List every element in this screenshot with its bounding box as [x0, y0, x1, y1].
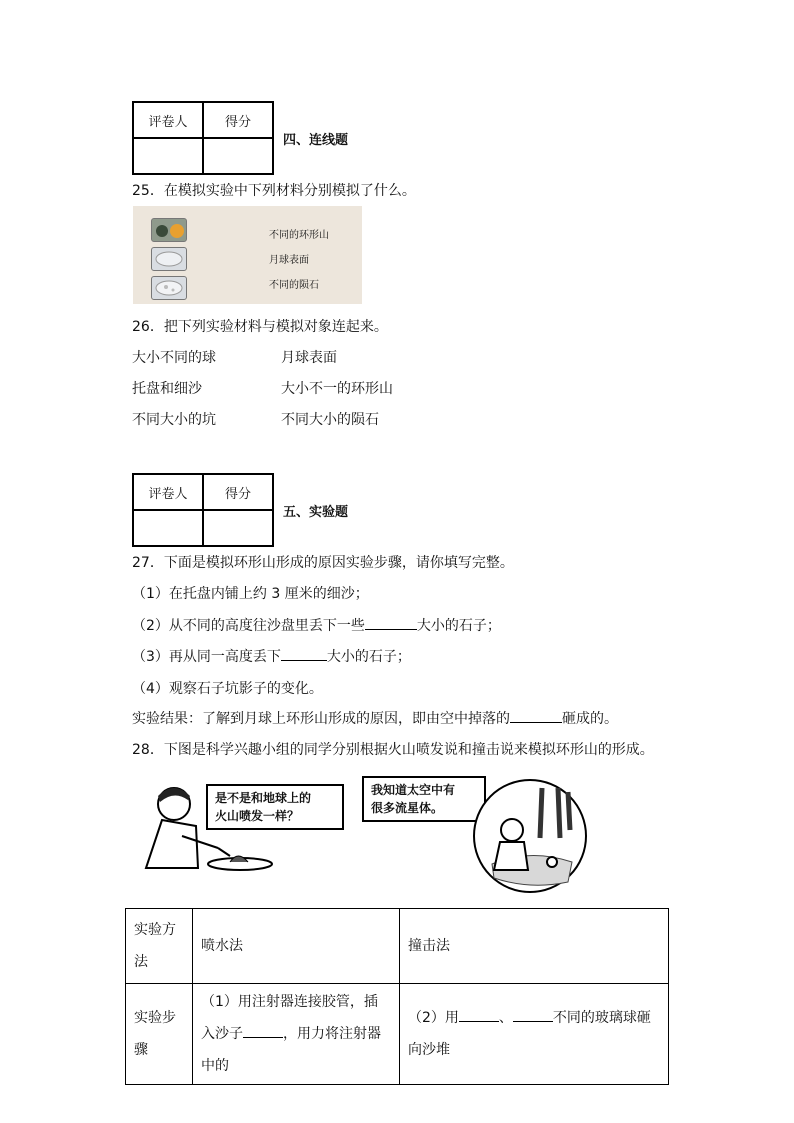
section4-title: 四、连线题	[283, 133, 349, 148]
step3-text-end: 大小的石子；	[326, 649, 411, 665]
image-label-2: 月球表面	[269, 255, 309, 266]
image-label-3: 不同的陨石	[269, 280, 319, 291]
spray-text: （1）用注射器连接胶管，插入沙子	[201, 994, 378, 1042]
bubble-right-line1: 我知道太空中有	[371, 783, 456, 797]
q27-text: 27．下面是模拟环形山形成的原因实验步骤，请你填写完整。	[132, 555, 514, 571]
q28-text: 28．下图是科学兴趣小组的同学分别根据火山喷发说和撞击说来模拟环形山的形成。	[132, 742, 654, 758]
image-label-1: 不同的环形山	[269, 230, 329, 241]
q26-text: 26．把下列实验材料与模拟对象连起来。	[132, 319, 388, 335]
spray-blank[interactable]	[243, 1023, 283, 1038]
section5-title: 五、实验题	[283, 505, 349, 520]
reviewer-input-cell[interactable]	[133, 510, 203, 546]
q27-result	[132, 708, 618, 728]
q27-step4: （4）观察石子坑影子的变化。	[132, 681, 323, 697]
meteor-experiment-illustration	[472, 778, 588, 894]
impact-steps-cell	[400, 984, 669, 1085]
step3-blank[interactable]	[281, 646, 327, 661]
crater-tray-photo-icon	[151, 276, 187, 300]
spray-steps-cell	[193, 984, 400, 1085]
spray-text-end: ，用力将注射器中的	[201, 1026, 381, 1074]
impact-blank-1[interactable]	[459, 1007, 499, 1022]
speech-bubble-left	[206, 784, 344, 830]
header-impact: 撞击法	[400, 909, 669, 984]
reviewer-cell: 评卷人	[133, 102, 203, 138]
reviewer-cell: 评卷人	[133, 474, 203, 510]
score-table-section4	[132, 101, 274, 175]
q25-image	[133, 206, 362, 304]
header-spray: 喷水法	[193, 909, 400, 984]
sand-tray-photo-icon	[151, 247, 187, 271]
balls-photo-icon	[151, 218, 187, 242]
bubble-left-line1: 是不是和地球上的	[215, 791, 312, 805]
bubble-right-line2: 很多流星体。	[371, 801, 444, 815]
score-cell: 得分	[203, 102, 273, 138]
impact-text: （2）用	[408, 1010, 459, 1026]
score-table-section5	[132, 473, 274, 547]
score-cell: 得分	[203, 474, 273, 510]
speech-bubble-right	[362, 776, 486, 822]
q27-step3	[132, 646, 411, 666]
result-blank[interactable]	[510, 708, 562, 723]
step2-blank[interactable]	[365, 615, 417, 630]
result-text-end: 砸成的。	[562, 711, 618, 727]
impact-blank-2[interactable]	[513, 1007, 553, 1022]
step2-text-end: 大小的石子；	[416, 618, 501, 634]
q26-right-2: 大小不一的环形山	[281, 381, 393, 397]
step2-text: （2）从不同的高度往沙盘里丢下一些	[132, 618, 365, 634]
header-method: 实验方法	[126, 909, 193, 984]
q26-left-1: 大小不同的球	[132, 350, 216, 366]
q27-step2	[132, 615, 501, 635]
experiment-table	[125, 908, 669, 1085]
q25-text: 25．在模拟实验中下列材料分别模拟了什么。	[132, 183, 416, 199]
reviewer-input-cell[interactable]	[133, 138, 203, 174]
bubble-left-line2: 火山喷发一样？	[215, 809, 300, 823]
q27-step1: （1）在托盘内铺上约 3 厘米的细沙；	[132, 586, 369, 602]
impact-sep: 、	[498, 1010, 513, 1026]
q26-left-3: 不同大小的坑	[132, 412, 216, 428]
step3-text: （3）再从同一高度丢下	[132, 649, 281, 665]
result-text: 实验结果：了解到月球上环形山形成的原因，即由空中掉落的	[132, 711, 510, 727]
q26-right-1: 月球表面	[281, 350, 337, 366]
impact-text-end: 不同的玻璃球砸向沙堆	[408, 1010, 651, 1058]
q26-left-2: 托盘和细沙	[132, 381, 202, 397]
score-input-cell[interactable]	[203, 138, 273, 174]
row-steps-label: 实验步骤	[126, 984, 193, 1085]
score-input-cell[interactable]	[203, 510, 273, 546]
q26-right-3: 不同大小的陨石	[281, 412, 379, 428]
